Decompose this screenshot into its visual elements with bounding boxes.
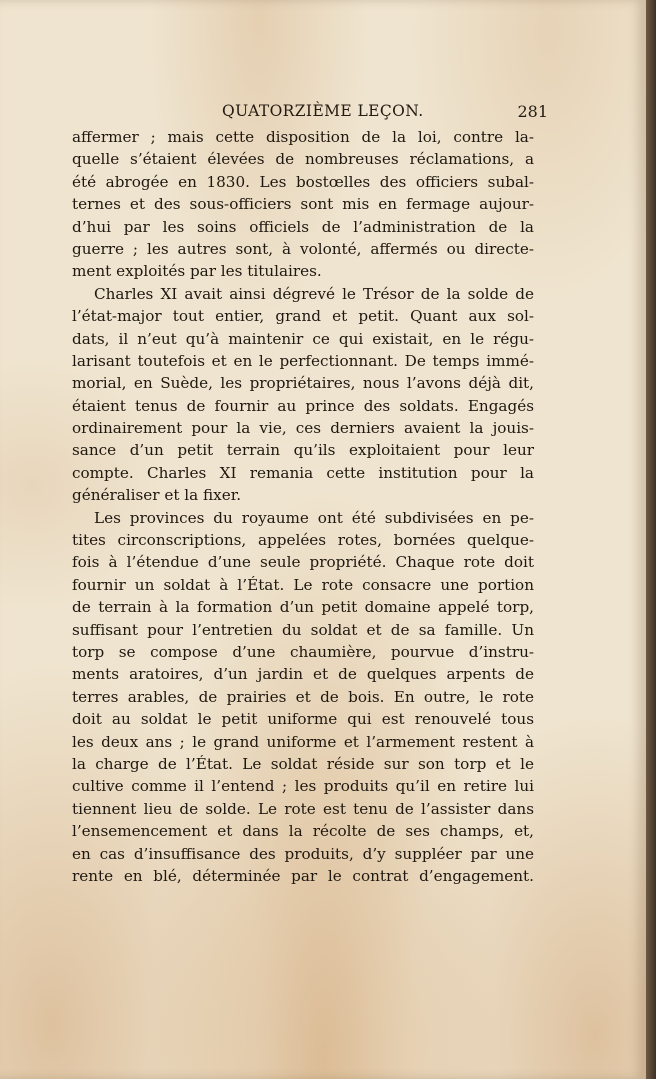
running-head: QUATORZIÈME LEÇON. [222, 102, 424, 120]
paragraph-2 [72, 283, 534, 507]
text-line: l’ensemencement et dans la récolte de ses champs, et, [72, 822, 534, 841]
text-line: compte. Charles XI remania cette institution pour la [72, 463, 534, 482]
text-line: d’hui par les soins officiels de l’administration de la [72, 217, 534, 236]
text-line: généraliser et la fixer. [72, 486, 242, 505]
text-line: ordinairement pour la vie, ces derniers avaient la jouis- [72, 419, 534, 438]
text-line: torp se compose d’une chaumière, pourvue d’instru- [72, 642, 534, 661]
text-line: dats, il n’eut qu’à maintenir ce qui existait, en le régu- [72, 329, 534, 348]
text-line: fois à l’étendue d’une seule propriété. Chaque rote doit [72, 553, 534, 572]
text-line: affermer ; mais cette disposition de la loi, contre la- [72, 128, 534, 146]
text-line: les deux ans ; le grand uniforme et l’armement restent à [72, 732, 534, 751]
text-line: sance d’un petit terrain qu’ils exploitaient pour leur [72, 441, 534, 460]
text-line: la charge de l’État. Le soldat réside sur son torp et le [72, 754, 534, 773]
text-line: l’état-major tout entier, grand et petit. Quant aux sol- [72, 307, 534, 326]
text-line: guerre ; les autres sont, à volonté, affermés ou directe- [72, 239, 534, 258]
text-line: ment exploités par les titulaires. [72, 262, 322, 281]
text-line: quelle s’étaient élevées de nombreuses réclamations, a [72, 150, 534, 169]
paragraph-3 [72, 507, 534, 888]
paragraph-1 [72, 126, 534, 283]
page-edge [646, 0, 656, 1079]
text-line: suffisant pour l’entretien du soldat et de sa famille. Un [72, 620, 534, 639]
text-line: larisant toutefois et en le perfectionnant. De temps immé- [72, 351, 534, 370]
text-line: terres arables, de prairies et de bois. En outre, le rote [72, 687, 534, 706]
page-header [72, 100, 548, 124]
text-line: étaient tenus de fournir au prince des soldats. Engagés [72, 396, 534, 415]
text-line: cultive comme il l’entend ; les produits qu’il en retire lui [72, 777, 534, 796]
text-line: fournir un soldat à l’État. Le rote consacre une portion [72, 575, 534, 594]
text-line: en cas d’insuffisance des produits, d’y suppléer par une [72, 844, 534, 863]
page-number: 281 [517, 102, 548, 121]
text-line: tiennent lieu de solde. Le rote est tenu de l’assister dans [72, 799, 534, 818]
text-line: doit au soldat le petit uniforme qui est renouvelé tous [72, 710, 534, 729]
text-line: Charles XI avait ainsi dégrevé le Trésor de la solde de [94, 284, 534, 303]
text-line: de terrain à la formation d’un petit domaine appelé torp, [72, 598, 534, 617]
text-line: ments aratoires, d’un jardin et de quelques arpents de [72, 665, 534, 684]
text-line: morial, en Suède, les propriétaires, nous l’avons déjà dit, [72, 374, 534, 393]
text-line: rente en blé, déterminée par le contrat d’engagement. [72, 866, 534, 885]
text-line: Les provinces du royaume ont été subdivisées en pe- [94, 508, 534, 527]
text-line: été abrogée en 1830. Les bostœlles des officiers subal- [72, 172, 534, 191]
text-line: ternes et des sous-officiers sont mis en fermage aujour- [72, 195, 534, 214]
body-text [72, 126, 534, 887]
text-line: tites circonscriptions, appelées rotes, bornées quelque- [72, 531, 534, 550]
